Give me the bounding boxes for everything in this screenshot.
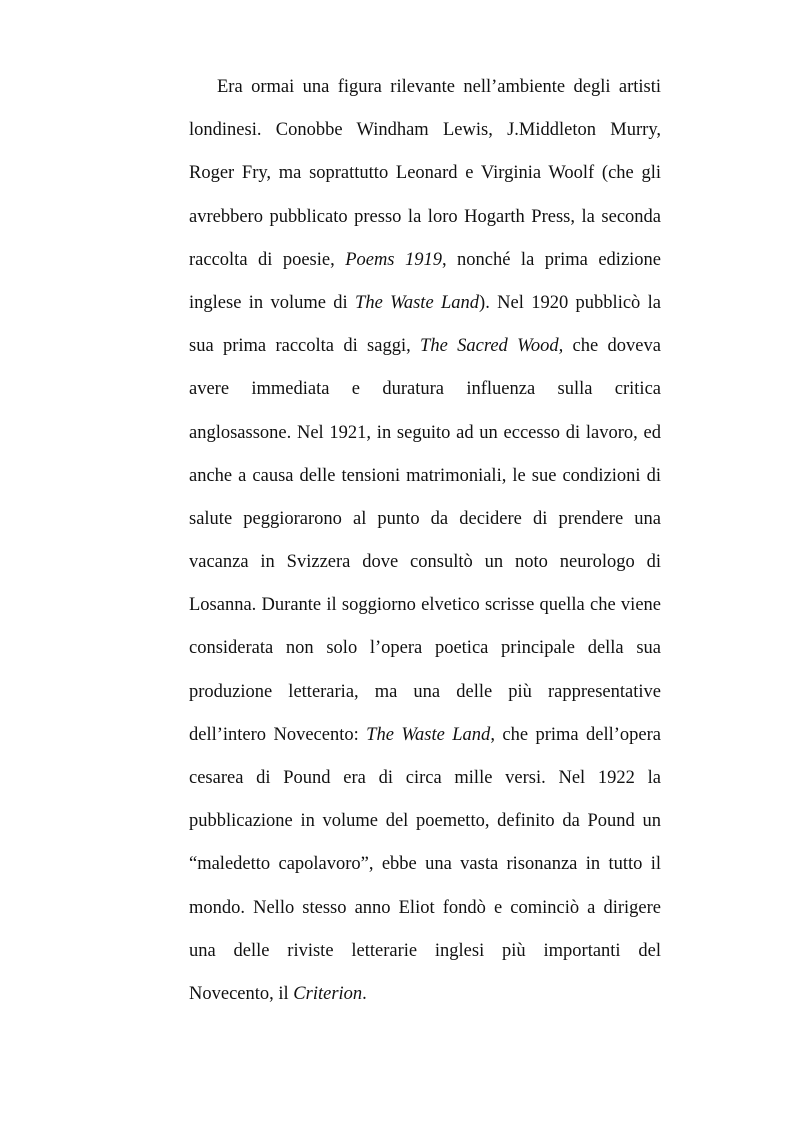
text-segment: raccolta di poesie, [189,249,346,270]
text-line [189,973,661,1016]
text-line [189,757,661,800]
text-line [189,930,661,973]
text-line [189,368,661,411]
text-segment: “maledetto capolavoro”, ebbe una vasta risonanza in tutto il [189,854,661,875]
text-line [189,239,661,282]
text-line [189,109,661,152]
text-segment: mondo. Nello stesso anno Eliot fondò e cominciò a dirigere [189,897,661,918]
italic-title: The Sacred Wood, [420,336,564,357]
text-segment: avrebbero pubblicato presso la loro Hogarth Press, la seconda [189,206,661,227]
italic-title: The Waste Land [355,292,480,313]
text-segment: . [362,983,367,1004]
text-line [189,843,661,886]
text-segment: dell’intero Novecento: [189,724,367,745]
text-segment: considerata non solo l’opera poetica principale della sua [189,638,661,659]
text-segment: inglese in volume di [189,292,356,313]
text-segment: anglosassone. Nel 1921, in seguito ad un eccesso di lavoro, ed [189,422,661,443]
text-segment: ). Nel 1920 pubblicò la [479,292,661,313]
text-line [189,455,661,498]
text-line [189,412,661,455]
text-line [189,671,661,714]
text-segment: avere immediata e duratura influenza sulla critica [189,379,661,400]
italic-title: Criterion [293,983,363,1004]
text-line [189,541,661,584]
text-segment: cesarea di Pound era di circa mille versi. Nel 1922 la [189,768,661,788]
text-segment: produzione letteraria, ma una delle più rappresentative [189,681,661,702]
text-segment: Era ormai una figura rilevante nell’ambiente degli artisti [217,77,661,97]
text-line [189,887,661,930]
text-segment: , nonché la prima edizione [441,249,662,270]
text-segment: anche a causa delle tensioni matrimoniali, le sue condizioni di [189,465,661,486]
text-line [189,714,661,757]
text-line [189,584,661,627]
text-line [189,196,661,239]
text-segment: Roger Fry, ma soprattutto Leonard e Virginia Woolf (che gli [189,163,661,184]
italic-title: Poems 1919 [345,249,442,270]
text-line [189,152,661,195]
text-line [189,627,661,670]
text-line [189,800,661,843]
text-line [189,498,661,541]
text-segment: una delle riviste letterarie inglesi più importanti del [189,940,661,961]
text-segment: , che prima dell’opera [490,724,661,745]
text-segment: salute peggiorarono al punto da decidere di prendere una [189,508,661,529]
text-line [189,282,661,325]
text-segment: sua prima raccolta di saggi, [189,336,421,357]
text-segment: Losanna. Durante il soggiorno elvetico scrisse quella che viene [189,595,661,616]
text-segment: che doveva [563,336,661,357]
text-segment: Novecento, il [189,983,294,1004]
text-segment: londinesi. Conobbe Windham Lewis, J.Middleton Murry, [189,120,661,141]
text-line [189,325,661,368]
text-line [189,66,661,109]
text-segment: vacanza in Svizzera dove consultò un noto neurologo di [189,552,661,573]
body-paragraph [189,66,661,1016]
text-segment: pubblicazione in volume del poemetto, definito da Pound un [189,811,661,832]
italic-title: The Waste Land [366,724,491,745]
